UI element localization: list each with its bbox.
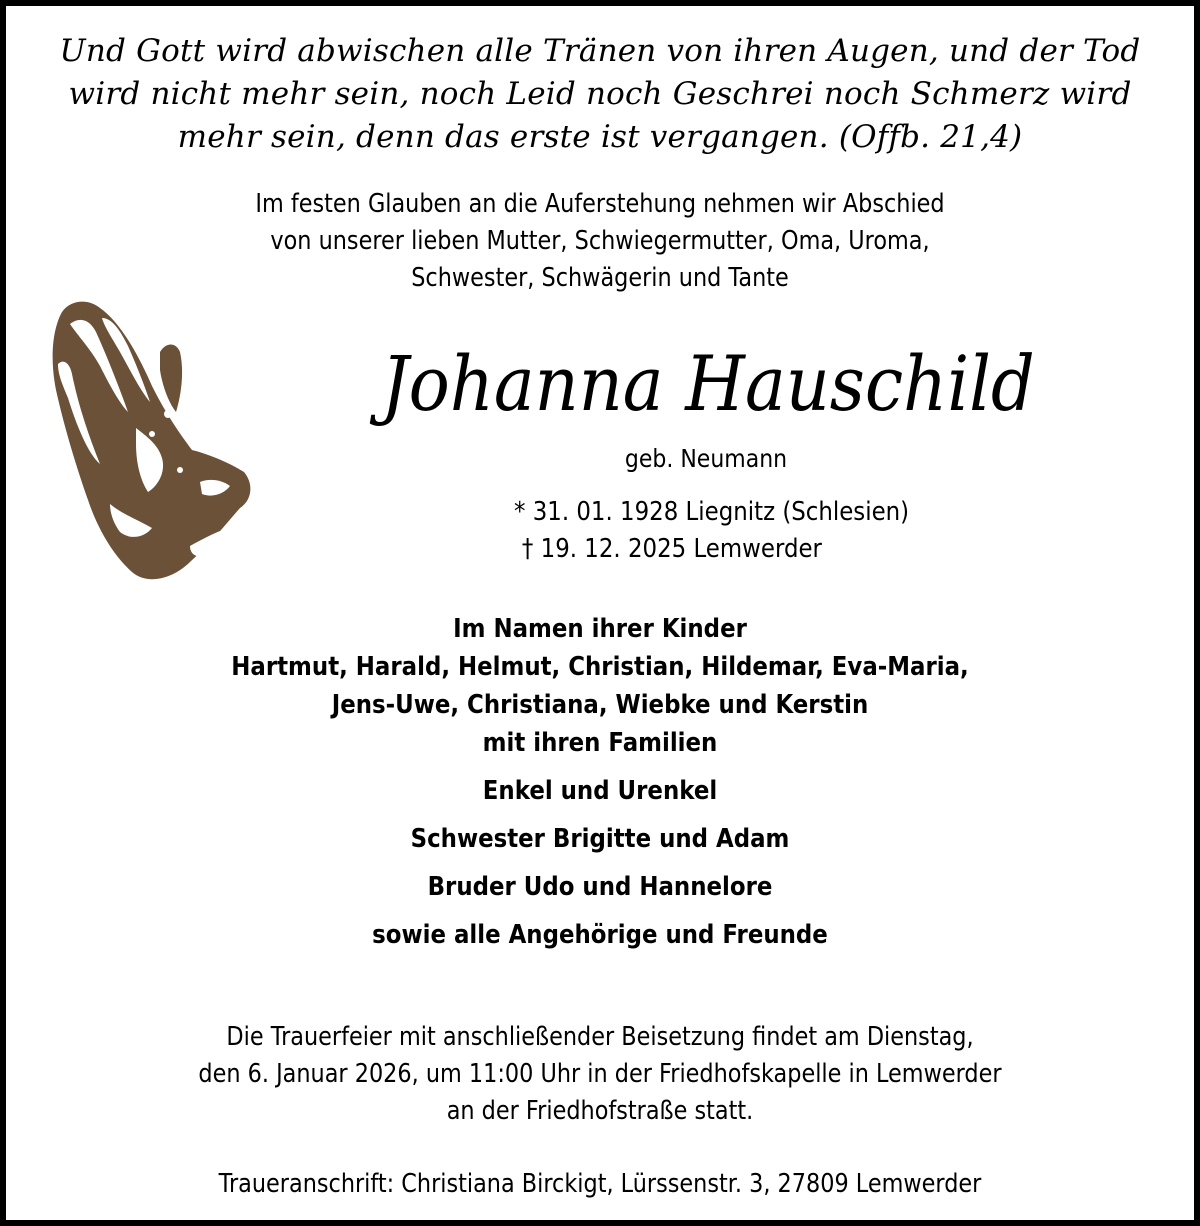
bible-verse: [6, 30, 1194, 159]
intro-line: von unserer lieben Mutter, Schwiegermutter, Oma, Uroma,: [270, 226, 930, 256]
verse-line: mehr sein, denn das erste ist vergangen. (Offb. 21,4): [177, 119, 1023, 155]
sister: Schwester Brigitte und Adam: [410, 824, 790, 854]
deceased-name: Johanna Hauschild: [381, 339, 1035, 428]
children-families: mit ihren Familien: [482, 728, 718, 758]
service-line: den 6. Januar 2026, um 11:00 Uhr in der Friedhofskapelle in Lemwerder: [198, 1059, 1002, 1089]
service-line: Die Trauerfeier mit anschließender Beisetzung findet am Dienstag,: [226, 1022, 974, 1052]
mourners-list: [77, 610, 1122, 954]
children-names: Hartmut, Harald, Helmut, Christian, Hildemar, Eva-Maria,: [231, 652, 969, 682]
service-line: an der Friedhofstraße statt.: [446, 1096, 754, 1126]
brother: Bruder Udo und Hannelore: [427, 872, 773, 902]
farewell-intro: [89, 186, 1111, 297]
praying-hands-icon: [40, 294, 266, 594]
intro-line: Im festen Glauben an die Auferstehung nehmen wir Abschied: [255, 189, 945, 219]
verse-line: Und Gott wird abwischen alle Tränen von ihren Augen, und der Tod: [59, 33, 1141, 69]
death-date: † 19. 12. 2025 Lemwerder: [521, 534, 822, 564]
children-names: Jens-Uwe, Christiana, Wiebke und Kerstin: [331, 690, 869, 720]
mourning-address: Traueranschrift: Christiana Birckigt, Lürssenstr. 3, 27809 Lemwerder: [218, 1169, 982, 1199]
intro-line: Schwester, Schwägerin und Tante: [411, 263, 789, 293]
life-dates: [514, 494, 909, 568]
funeral-service-info: [89, 1019, 1111, 1130]
grandchildren: Enkel und Urenkel: [482, 776, 718, 806]
maiden-name: geb. Neumann: [624, 444, 788, 473]
birth-date: * 31. 01. 1928 Liegnitz (Schlesien): [514, 497, 910, 527]
verse-line: wird nicht mehr sein, noch Leid noch Geschrei noch Schmerz wird: [68, 76, 1132, 112]
relatives-friends: sowie alle Angehörige und Freunde: [372, 920, 828, 950]
children-heading: Im Namen ihrer Kinder: [453, 614, 747, 644]
